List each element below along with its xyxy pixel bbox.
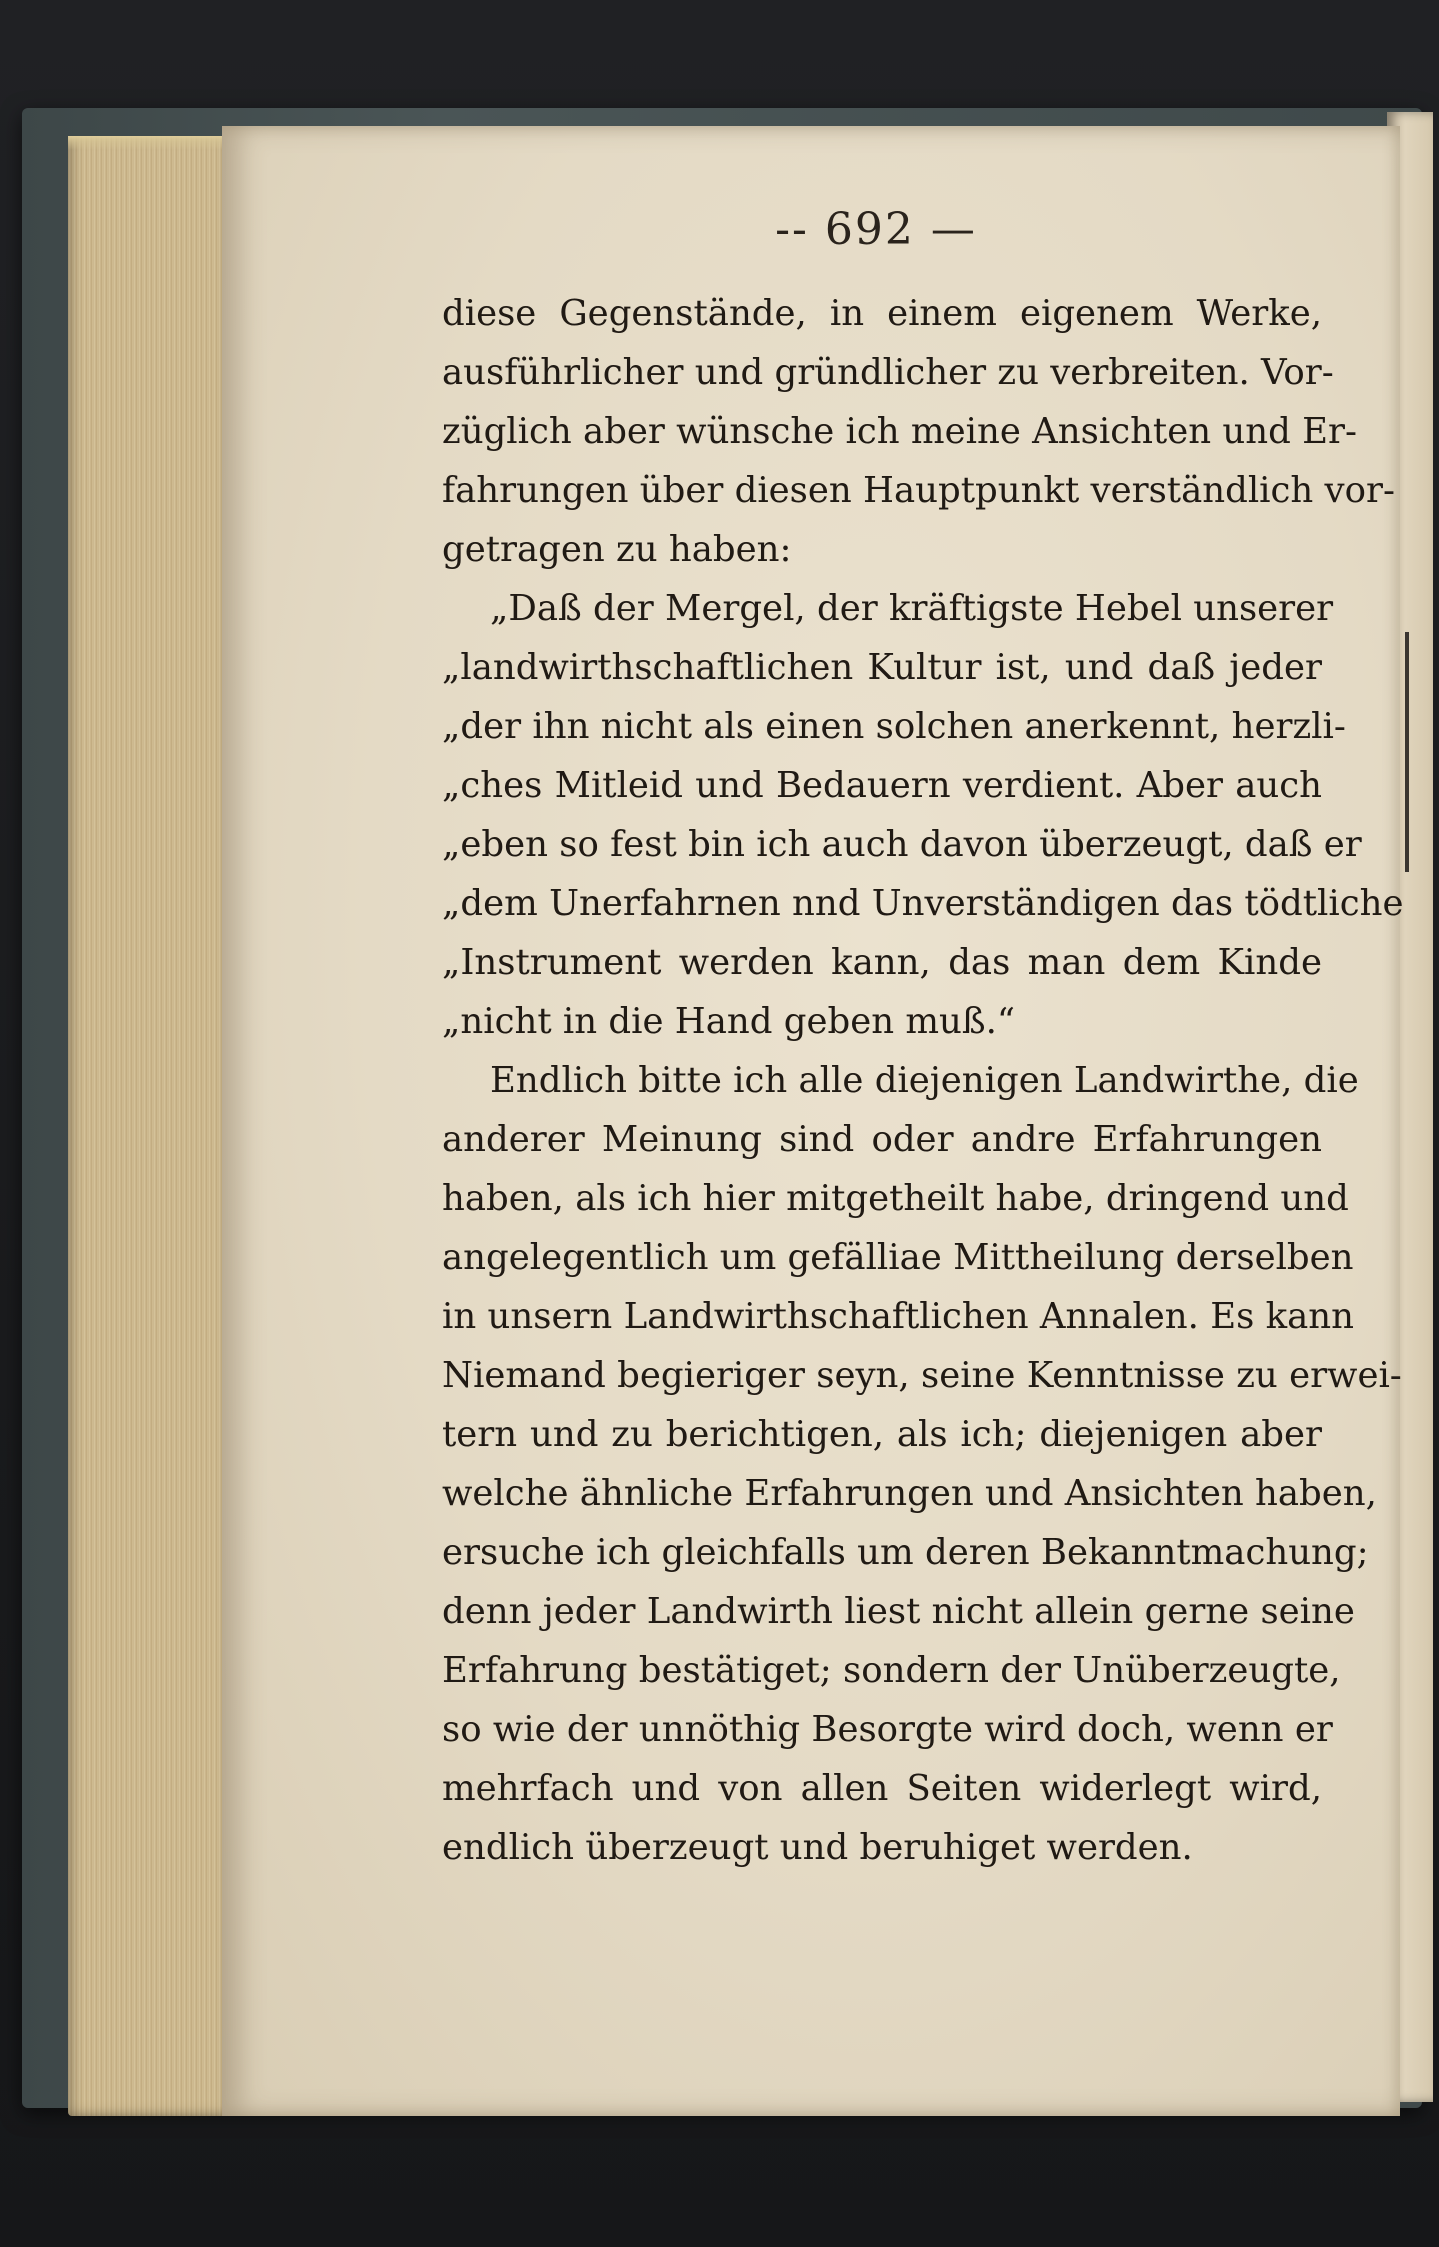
text-line: „Instrument werden kann, das man dem Kinde xyxy=(442,942,1322,983)
text-line: „eben so fest bin ich auch davon überzeugt, daß er xyxy=(442,824,1362,865)
page-number: -- 692 — xyxy=(775,204,977,255)
text-line: „Daß der Mergel, der kräftigste Hebel unserer xyxy=(490,588,1334,629)
text-line: anderer Meinung sind oder andre Erfahrungen xyxy=(442,1119,1322,1160)
text-line: getragen zu haben: xyxy=(442,529,792,570)
text-line: tern und zu berichtigen, als ich; diejenigen aber xyxy=(442,1414,1322,1455)
text-line: fahrungen über diesen Hauptpunkt verständlich vor- xyxy=(442,470,1395,511)
text-line: ausführlicher und gründlicher zu verbreiten. Vor- xyxy=(442,352,1334,393)
next-page-mark xyxy=(1405,632,1409,872)
text-line: mehrfach und von allen Seiten widerlegt wird, xyxy=(442,1768,1322,1809)
text-line: diese Gegenstände, in einem eigenem Werke, xyxy=(442,293,1322,334)
text-line: züglich aber wünsche ich meine Ansichten und Er- xyxy=(442,411,1357,452)
text-line: „landwirthschaftlichen Kultur ist, und daß jeder xyxy=(442,647,1322,688)
text-line: endlich überzeugt und beruhiget werden. xyxy=(442,1827,1193,1868)
text-line: Erfahrung bestätiget; sondern der Unüberzeugte, xyxy=(442,1650,1341,1691)
page-edges xyxy=(68,136,238,2116)
text-line: „dem Unerfahrnen nnd Unverständigen das tödtliche xyxy=(442,883,1404,924)
text-line: denn jeder Landwirth liest nicht allein gerne seine xyxy=(442,1591,1355,1632)
text-line: Niemand begieriger seyn, seine Kenntnisse zu erwei- xyxy=(442,1355,1402,1396)
text-line: haben, als ich hier mitgetheilt habe, dringend und xyxy=(442,1178,1349,1219)
text-line: so wie der unnöthig Besorgte wird doch, wenn er xyxy=(442,1709,1333,1750)
text-line: „ches Mitleid und Bedauern verdient. Aber auch xyxy=(442,765,1322,806)
text-line: Endlich bitte ich alle diejenigen Landwirthe, die xyxy=(490,1060,1359,1101)
text-line: „nicht in die Hand geben muß.“ xyxy=(442,1001,1016,1042)
text-line: welche ähnliche Erfahrungen und Ansichten haben, xyxy=(442,1473,1377,1514)
text-line: angelegentlich um gefälliae Mittheilung derselben xyxy=(442,1237,1354,1278)
text-line: ersuche ich gleichfalls um deren Bekanntmachung; xyxy=(442,1532,1369,1573)
page-text xyxy=(442,284,1404,1877)
book-page xyxy=(222,126,1404,2116)
text-line: „der ihn nicht als einen solchen anerkennt, herzli- xyxy=(442,706,1346,747)
text-line: in unsern Landwirthschaftlichen Annalen. Es kann xyxy=(442,1296,1355,1337)
